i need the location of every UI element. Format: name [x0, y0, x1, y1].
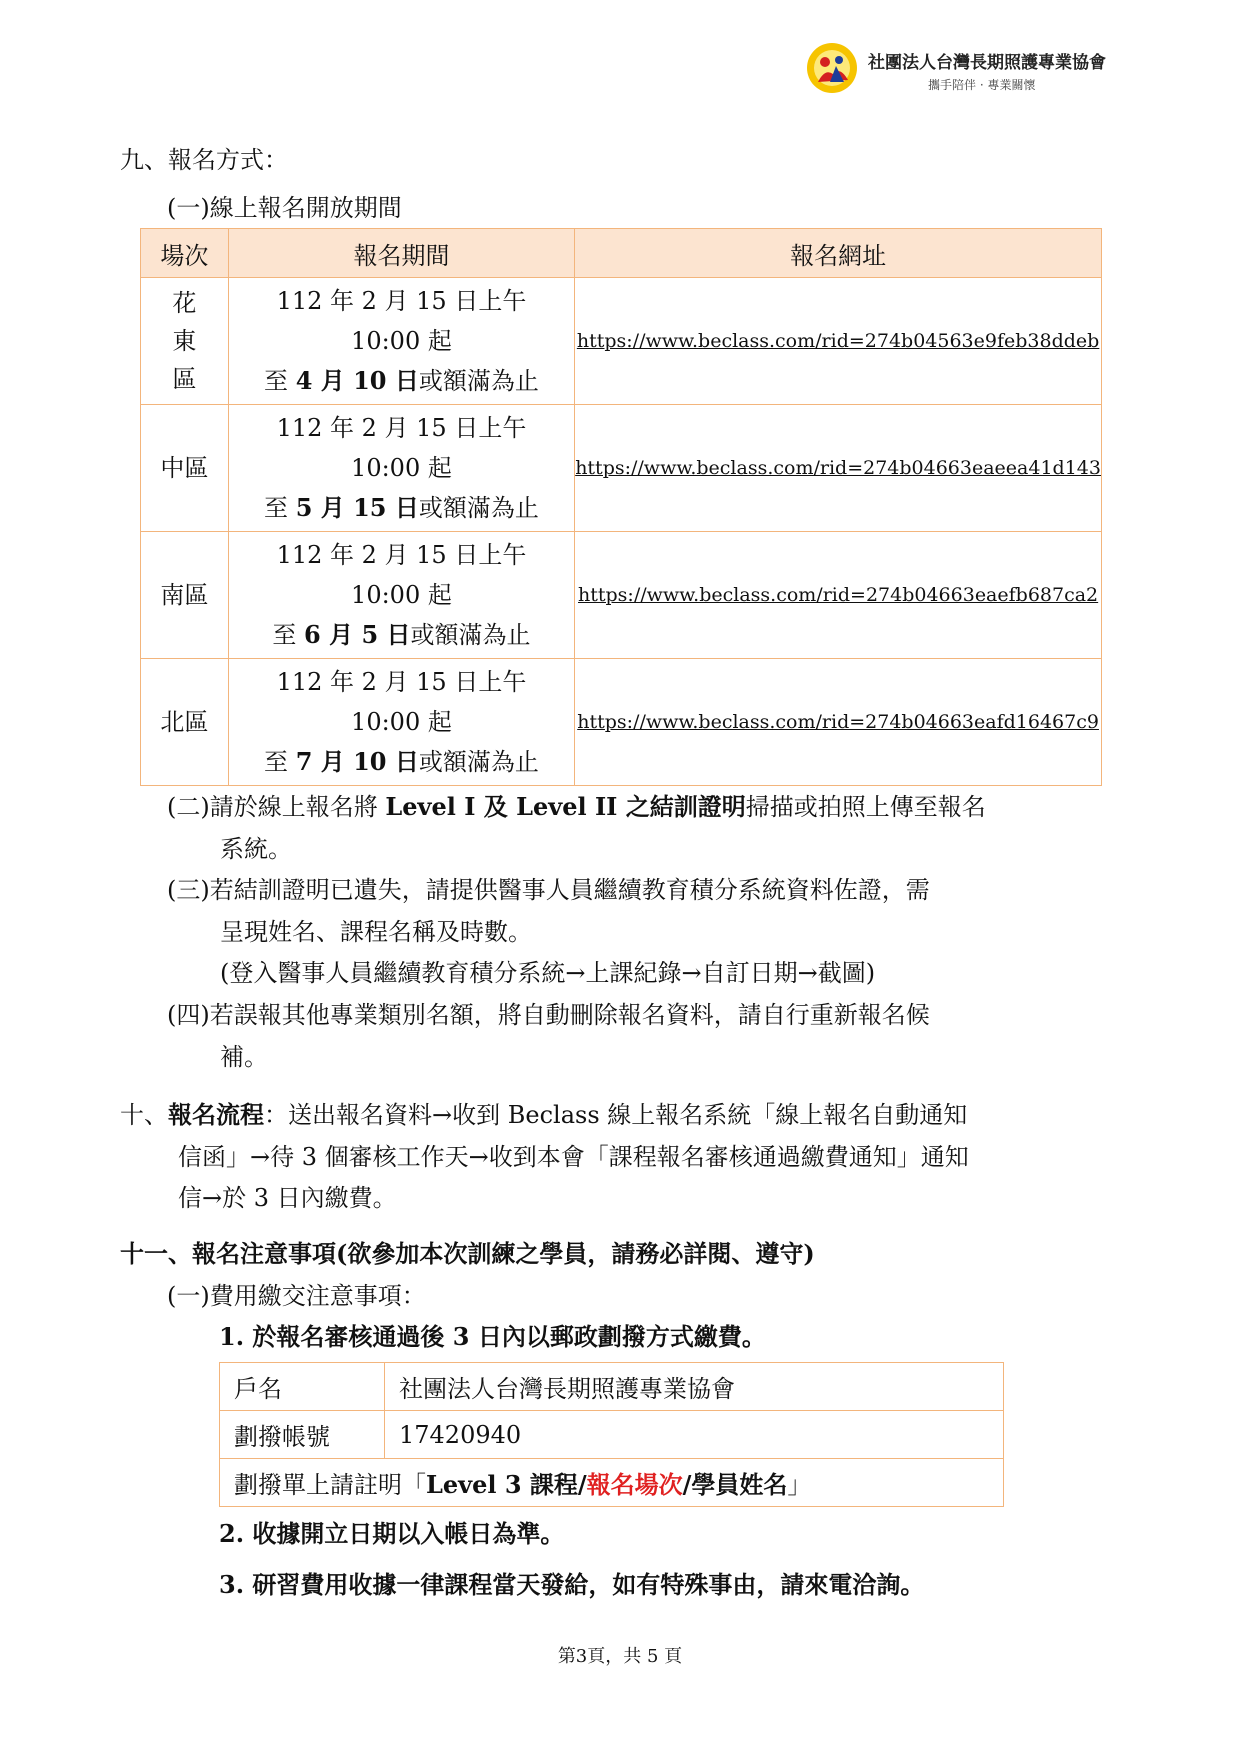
period-cell: 112 年 2 月 15 日上午 10:00 起 至 5 月 15 日或額滿為止	[228, 405, 574, 532]
table-row	[141, 659, 1102, 786]
section-11-item1: 1. 於報名審核通過後 3 日內以郵政劃撥方式繳費。	[219, 1322, 766, 1351]
url-cell[interactable]	[575, 659, 1102, 786]
payee-value: 社團法人台灣長期照護專業協會	[385, 1363, 1004, 1411]
registration-link[interactable]: https://www.beclass.com/rid=274b04663eaeea41d143	[575, 457, 1101, 479]
section-10-line2: 信函」→待 3 個審核工作天→收到本會「課程報名審核通過繳費通知」通知	[178, 1143, 969, 1171]
section-11-item3: 3. 研習費用收據一律課程當天發給，如有特殊事由，請來電洽詢。	[219, 1570, 925, 1599]
section-9-sub1: (一)線上報名開放期間	[167, 194, 402, 222]
section-11-sub1: (一)費用繳交注意事項：	[167, 1282, 426, 1310]
table-row	[220, 1363, 1004, 1411]
area-cell: 南區	[141, 532, 229, 659]
section-9-sub3-cont: 呈現姓名、課程名稱及時數。	[220, 918, 532, 946]
registration-table	[140, 228, 1102, 786]
payee-label: 戶名	[220, 1363, 385, 1411]
url-cell[interactable]	[575, 405, 1102, 532]
payment-table	[219, 1362, 1004, 1507]
header-cell-period: 報名期間	[228, 229, 574, 278]
header-cell-url: 報名網址	[575, 229, 1102, 278]
area-cell: 北區	[141, 659, 229, 786]
section-9-sub3-path: (登入醫事人員繼續教育積分系統→上課紀錄→自訂日期→截圖)	[220, 959, 876, 987]
section-9-sub4-cont: 補。	[220, 1043, 268, 1071]
account-value: 17420940	[385, 1411, 1004, 1459]
header-cell-area: 場次	[141, 229, 229, 278]
registration-link[interactable]: https://www.beclass.com/rid=274b04663eaefb687ca2	[578, 584, 1099, 606]
table-header-row	[141, 229, 1102, 278]
section-11-item2: 2. 收據開立日期以入帳日為準。	[219, 1519, 565, 1548]
section-9-title: 九、報名方式：	[120, 146, 288, 174]
section-9-sub3: (三)若結訓證明已遺失，請提供醫事人員繼續教育積分系統資料佐證，需	[167, 876, 930, 904]
url-cell[interactable]	[575, 532, 1102, 659]
table-row	[220, 1411, 1004, 1459]
table-row	[141, 405, 1102, 532]
payment-note: 劃撥單上請註明「Level 3 課程/報名場次/學員姓名」	[220, 1459, 1004, 1507]
registration-link[interactable]: https://www.beclass.com/rid=274b04663eafd16467c9	[577, 711, 1099, 733]
area-cell: 中區	[141, 405, 229, 532]
page-number: 第3頁，共 5 頁	[557, 1646, 683, 1667]
account-label: 劃撥帳號	[220, 1411, 385, 1459]
url-cell[interactable]	[575, 278, 1102, 405]
section-9-sub4: (四)若誤報其他專業類別名額，將自動刪除報名資料，請自行重新報名候	[167, 1001, 930, 1029]
period-cell: 112 年 2 月 15 日上午 10:00 起 至 4 月 10 日或額滿為止	[228, 278, 574, 405]
table-row	[141, 532, 1102, 659]
table-row	[220, 1459, 1004, 1507]
org-name: 社團法人台灣長期照護專業協會	[868, 53, 1106, 73]
registration-link[interactable]: https://www.beclass.com/rid=274b04563e9feb38ddeb	[576, 330, 1100, 352]
section-9-sub2: (二)請於線上報名將 Level I 及 Level II 之結訓證明掃描或拍照上傳至報名	[167, 792, 986, 821]
association-logo-icon	[806, 42, 858, 94]
table-row	[141, 278, 1102, 405]
section-11-title: 十一、報名注意事項(欲參加本次訓練之學員，請務必詳閱、遵守)	[120, 1239, 815, 1268]
org-slogan: 攜手陪伴 · 專業關懷	[928, 78, 1036, 92]
section-10-line1: 十、報名流程：送出報名資料→收到 Beclass 線上報名系統「線上報名自動通知	[120, 1100, 968, 1129]
area-cell: 花東區	[141, 278, 229, 405]
period-cell: 112 年 2 月 15 日上午 10:00 起 至 7 月 10 日或額滿為止	[228, 659, 574, 786]
period-cell: 112 年 2 月 15 日上午 10:00 起 至 6 月 5 日或額滿為止	[228, 532, 574, 659]
section-10-line3: 信→於 3 日內繳費。	[178, 1184, 397, 1212]
section-9-sub2-cont: 系統。	[220, 835, 292, 863]
page-header	[806, 42, 1136, 102]
